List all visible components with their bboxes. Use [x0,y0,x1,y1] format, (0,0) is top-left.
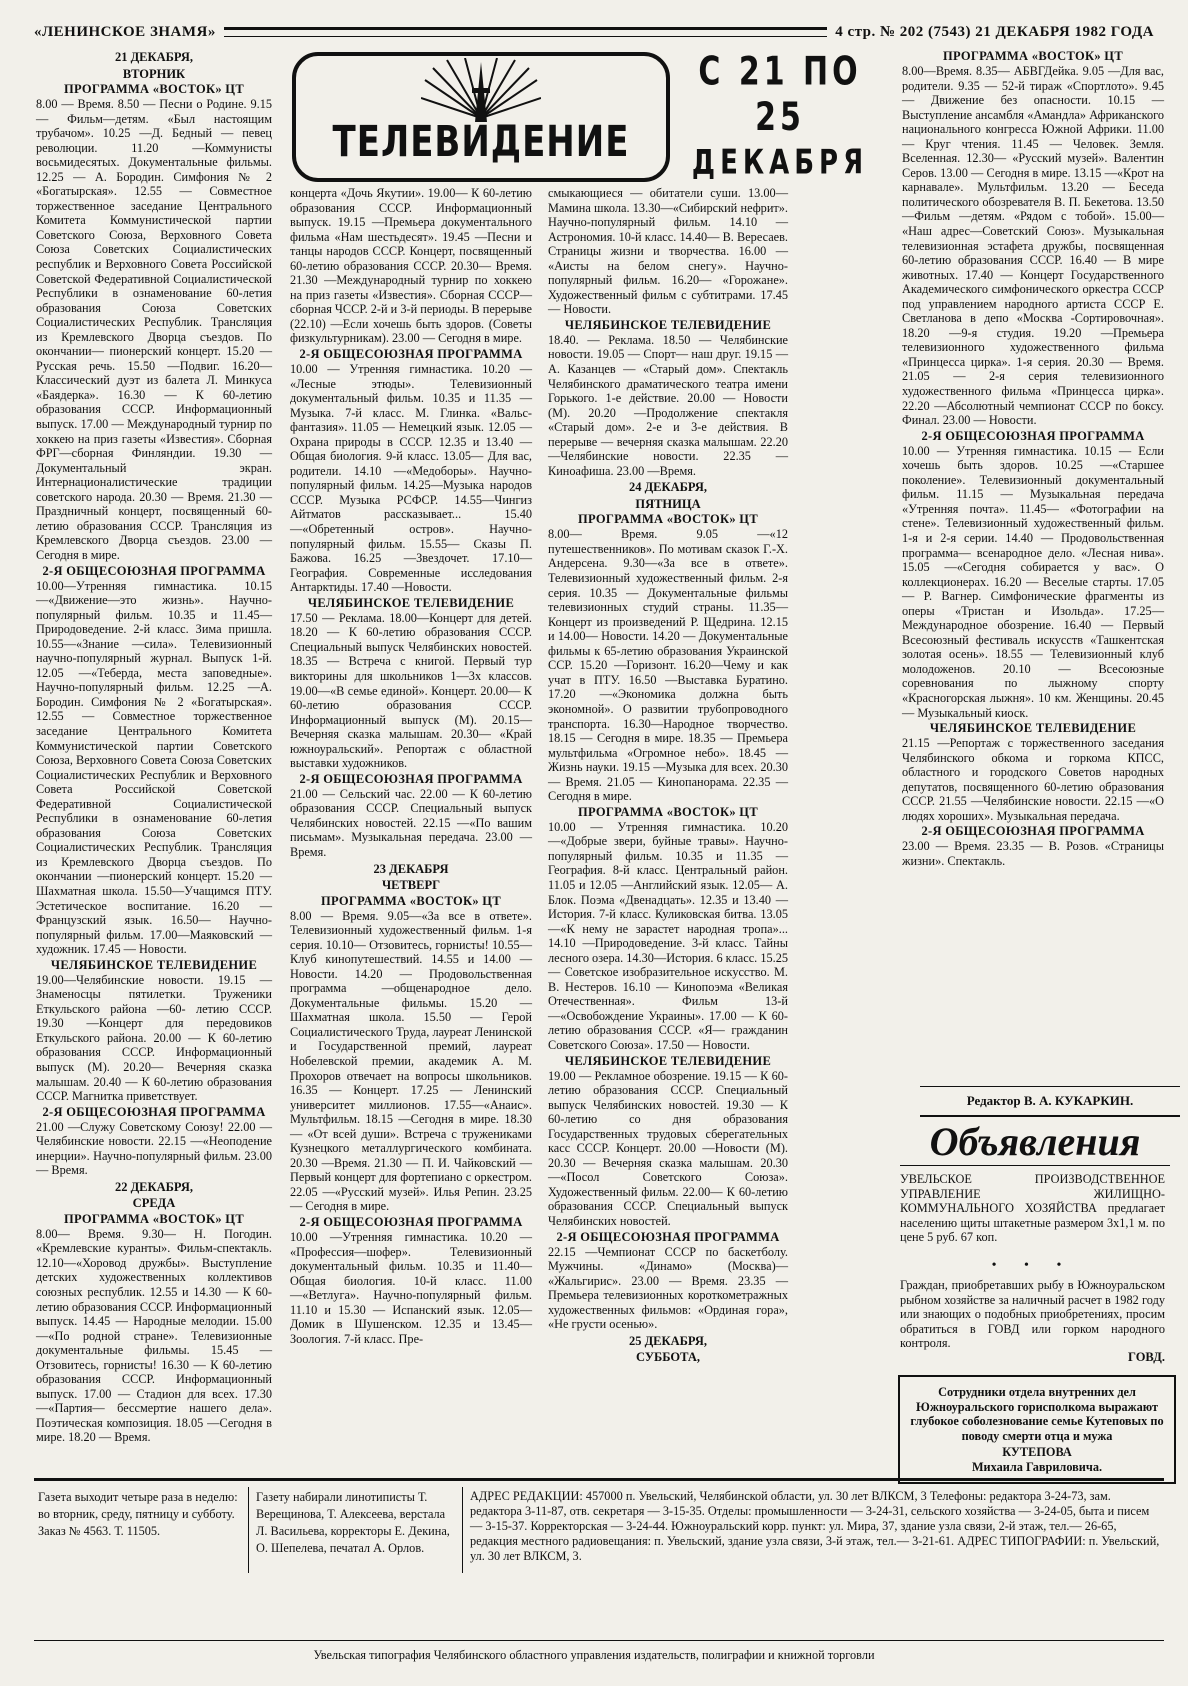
printer-line: Увельская типография Челябинского областного управления издательств, полиграфии и книжной торговли [313,1648,875,1662]
program-heading: ЧЕЛЯБИНСКОЕ ТЕЛЕВИДЕНИЕ [564,317,772,332]
footer-divider [462,1487,463,1573]
program-heading: ПРОГРАММА «ВОСТОК» ЦТ [321,893,501,908]
program-heading: 2-Я ОБЩЕСОЮЗНАЯ ПРОГРАММА [556,1229,780,1244]
header-rule [224,27,827,37]
program-listing: 22.15 —Чемпионат СССР по баскетболу. Мужчины. «Динамо» (Москва)— «Жальгирис». 23.00 — Время. 23.35 — Премьера телевизионных короткометражных художественных фильмов: «Ординая гора», «Не грусти осенью». [548,1244,788,1332]
program-listing: 10.00—Утренняя гимнастика. 10.15 —«Движение—это жизнь». Научно-популярный фильм. 10.35 и 11.45— Природоведение. 2-й класс. Зима пришла. 10.55—«Знание —сила». Телевизионный научно-популярный журнал. Выпуск 1-й. 12.05 —«Теберда, места заповедные». Научно-популярный фильм. 12.25 —А. Бородин. Симфония № 2 «Богатырская». 12.55 — Совместное торжественное заседание Центрального Комитета Коммунистической партии Советского Союза, Верховного Совета Союза Советских Социалистических Республик и Верховного Совета Российской Советской Федеративной Социалистической Республики в ознаменование 60-летия образования Союза Советских Социалистических Республик. Трансляция из Кремлевского Дворца съездов. По окончании —пионерский концерт. 15.20 —Шахматная школа. 15.50—Учащимся ПТУ. Эстетическое воспитание. 16.20 —Французский язык. 16.50— Научно-популярный фильм. 17.00—Маяковский —художник. 17.45 — Новости. [36,578,272,957]
day-name: ВТОРНИК [122,66,186,81]
program-heading: ЧЕЛЯБИНСКОЕ ТЕЛЕВИДЕНИЕ [307,595,515,610]
column-1 [36,48,272,1445]
program-heading: 2-Я ОБЩЕСОЮЗНАЯ ПРОГРАММА [299,1215,523,1229]
program-heading: 2-Я ОБЩЕСОЮЗНАЯ ПРОГРАММА [921,824,1145,839]
footer-schedule: Газета выходит четыре раза в неделю: во вторник, среду, пятницу и субботу. Заказ № 4563. Т. 11505. [38,1490,238,1538]
program-heading: 2-Я ОБЩЕСОЮЗНАЯ ПРОГРАММА [42,563,266,578]
program-heading: 2-Я ОБЩЕСОЮЗНАЯ ПРОГРАММА [299,347,523,362]
condolence-name-1: КУТЕПОВА [1002,1445,1072,1459]
newspaper-name: «ЛЕНИНСКОЕ ЗНАМЯ» [34,23,216,40]
ad-fish-signature: ГОВД. [1128,1350,1165,1364]
program-listing: 18.40. — Реклама. 18.50 — Челябинские новости. 19.05 — Спорт— наш друг. 19.15 —А. Казанцев — «Старый дом». Спектакль Челябинского драматического театра имени Горького. 1-е действие. 20.00 — Новости (М). 20.20 —Продолжение спектакля «Старый дом». 2-е и 3-е действия. В перерыве — вечерняя сказка малышам. 22.20 —Челябинские новости. 22.35 — Киноафиша. 23.00 —Время. [548,332,788,478]
dates-line2: ДЕКАБРЯ [691,143,869,183]
program-heading: 2-Я ОБЩЕСОЮЗНАЯ ПРОГРАММА [42,1104,266,1119]
program-listing: 17.50 — Реклама. 18.00—Концерт для детей. 18.20 — К 60-летию образования СССР. Специальный выпуск Челябинских новостей. 18.35 — Встреча с книгой. Первый тур викторины для школьников 1—3х классов. 19.00—«В семье единой». Концерт. 20.00— К 60-летию образования СССР. Информационный выпуск (М). 20.15—Вечерняя сказка малышам. 20.30— «Край южноуральский». Репортаж с областной выставки художников. [290,610,532,771]
ad-shields: УВЕЛЬСКОЕ ПРОИЗВОДСТВЕННОЕ УПРАВЛЕНИЕ ЖИЛИЩНО-КОММУНАЛЬНОГО ХОЗЯЙСТВА предлагает населению щиты штакетные размером 3х1,1 м. по цене 5 руб. 67 коп. [900,1172,1165,1244]
day-name: ЧЕТВЕРГ [381,878,441,893]
day-name: СРЕДА [132,1196,176,1211]
program-listing: 19.00—Челябинские новости. 19.15 —Знаменосцы пятилетки. Труженики Еткульского района —60- летию СССР. 19.30 —Концерт для передовиков Еткульского района. 20.00 — К 60-летию образования СССР. Информационный выпуск (М). 20.20— Вечерняя сказка малышам. 20.40 — К 60-летию образования СССР. Магнитка приветствует. [36,972,272,1104]
ad-fish: Граждан, приобретавших рыбу в Южноуральском рыбном хозяйстве за наличный расчет в 1982 году или знающих о подобных приобретениях, просим обратиться в ГОВД или горком народного контроля. [900,1278,1165,1350]
program-listing: 10.00 — Утренняя гимнастика. 10.20 —«Добрые звери, буйные травы». Научно-популярный фильм. 10.35 и 11.35 — География. 8-й класс. Центральный район. 11.05 и 12.05 —Английский язык. 12.05— А. Блок. Поэма «Двенадцать». 12.35 и 13.40 —История. 7-й класс. Куликовская битва. 13.05—«К нему не зарастет народная тропа»... 14.10 —Природоведение. 3-й класс. Тайны лесного озера. 14.30—История. 6 класс. 15.25— Советское изобразительное искусство. М. В. Нестеров. 16.10 — Кинопоэма «Великая Отечественная». Фильм 13-й —«Освобождение Украины». 17.00 — К 60-летию образования СССР. «Я— гражданин Советского Союза». 17.50 — Новости. [548,819,788,1052]
day-heading: 24 ДЕКАБРЯ, [628,480,708,495]
program-listing: 8.00— Время. 9.05 —«12 путешественников». По мотивам сказок Г.-Х. Андерсена. 9.30—«За все в ответе». Телевизионный художественный фильм. 2-я серия. 10.35 — Документальные фильмы телевизионных студий страны. 11.35— Концерт из произведений Р. Щедрина. 12.15 и 14.00— Новости. 14.20 — Документальные фильмы к 65-летию образования Украинской ССР. 15.20 —Горизонт. 16.20—Чему и как учат в ПТУ. 16.50 —Выставка Буратино. 17.20 —«Экономика должна быть экономной». О развитии трубопроводного транспорта. 16.30—Народное творчество. 18.15 — Сегодня в мире. 18.35 — Премьера мультфильма «Огромное небо». 18.45 — Жизнь науки. 19.15 —Музыка для всех. 20.30— Время. 21.05 — Кинопанорама. 22.35 — Сегодня в мире. [548,527,788,804]
program-listing: 19.00 — Рекламное обозрение. 19.15 — К 60-летию образования СССР. Специальный выпуск Челябинских новостей. 19.30 — К 60-летию со дня образования Государственных трудовых сберегательных касс СССР. Концерт. 20.00 —Новости (М). 20.30 — Вечерняя сказка малышам. 20.30 —«Посол Советского Союза». Художественный фильм. 22.00— К 60-летию образования СССР. Специальный выпуск Челябинских новостей. [548,1068,788,1228]
tv-banner [292,52,670,182]
program-heading: ПРОГРАММА «ВОСТОК» ЦТ [64,1211,244,1226]
issue-info: 4 стр. № 202 (7543) 21 ДЕКАБРЯ 1982 ГОДА [835,23,1154,40]
banner-title: ТЕЛЕВИДЕНИЕ [332,117,630,167]
day-name: СУББОТА, [635,1350,701,1365]
program-heading: 2-Я ОБЩЕСОЮЗНАЯ ПРОГРАММА [299,771,523,786]
editor-line: Редактор В. А. КУКАРКИН. [920,1086,1180,1117]
program-listing: 8.00 — Время. 9.05—«За все в ответе». Телевизионный художественный фильм. 1-я серия. 10.10— Отзовитесь, горнисты! 10.55—Клуб кинопутешествий. 14.55 и 14.00 — Новости. 14.20 — Продовольственная программа —общенародное дело. Документальные фильмы. 15.20 — Шахматная школа. 15.50 — Герой Социалистического Труда, лауреат Ленинской и Государственной премий, лауреат Нобелевской премии, академик А. М. Прохоров отвечает на вопросы школьников. 16.35 — Концерт. 17.25 — Ленинский университет миллионов. 17.55—«Анаис». Мультфильм. 18.15 —Сегодня в мире. 18.30— «От всей души». Встреча с тружениками Кузнецкого металлургического комбината. 20.30 —Время. 21.30 — П. И. Чайковский —Первый концерт для фортепиано с оркестром. 22.05 —«Русский музей». Илья Репин. 23.25 — Сегодня в мире. [290,908,532,1214]
program-heading: ПРОГРАММА «ВОСТОК» ЦТ [64,82,244,96]
page-header [34,22,1154,42]
program-listing: концерта «Дочь Якутии». 19.00— К 60-летию образования СССР. Информационный выпуск. 19.15 —Премьера документального фильма «Нам шестьдесят». 19.45 —Песни и танцы народов СССР. Концерт, посвященный 60-летию образования СССР. 20.30— Время. 21.30 —Международный турнир по хоккею на приз газеты «Известия». Сборная СССР— сборная ЧССР. 2-й и 3-й периоды. В перерыве (22.10) —Если хочешь быть здоров. (Советы физкультурникам). 23.00 — Сегодня в мире. [290,186,532,346]
condolence-box [898,1375,1176,1484]
ads-title: Объявления [929,1119,1141,1164]
bottom-rule [34,1640,1164,1641]
program-heading: ПРОГРАММА «ВОСТОК» ЦТ [943,49,1123,63]
program-listing: 10.00 — Утренняя гимнастика. 10.15 — Если хочешь быть здоров. 10.25 —«Старшее поколение». Телевизионный документальный фильм. 11.15 — Музыкальная передача «Утренняя почта». 11.45— «Фотографии на стене». Телевизионный художественный фильм. 1-я и 2-я серии. 14.40 — Продовольственная программа— всенародное дело. «Лесная нива». 15.05 —«Сегодня собирается у вас». О коллекционерах. 16.20 — Веселые старты. 17.05— Р. Вагнер. Симфонические фрагменты из оперы «Тристан и Изольда». 17.25— Международное обозрение. 16.40 — Первый Всесоюзный фестиваль искусств «Ташкентская золотая осень». 18.55 — Телевизионный клуб молодоженов. 20.10 — Всесоюзные соревнования по лыжному спорту «Красногорская лыжня». 10 км. Женщины. 20.45 — Музыкальный киоск. [902,443,1164,720]
program-listing: смыкающиеся — обитатели суши. 13.00—Мамина школа. 13.30—«Сибирский нефрит». Научно-популярный фильм. 14.10 —Астрономия. 10-й класс. 14.40— В. Вересаев. Страницы жизни и творчества. 16.00 — «Аисты на белом снегу». Научно-популярный фильм. 16.20— «Горожане». Художественный фильм с субтитрами. 17.45 — Новости. [548,186,788,317]
day-heading: 21 ДЕКАБРЯ, [114,50,194,64]
program-heading: ЧЕЛЯБИНСКОЕ ТЕЛЕВИДЕНИЕ [564,1053,772,1068]
footer-address: АДРЕС РЕДАКЦИИ: 457000 п. Увельский, Челябинской области, ул. 30 лет ВЛКСМ, 3 Телефоны: редактора 3-24-73, зам. редактора 3-11-87, отв. секретаря — 3-15-35. Отделы: промышленности — 3-24-31, сельского хозяйства — 3-24-05, быта и писем — 3-15-37. Корректорская — 3-24-44. Южноуральский корр. пункт: ул. Мира, 37, здание узла связи, 2-й этаж, тел.— 26-65, редакция местного радиовещания: п. Увельский, здание узла связи, 3-й этаж, тел.— 3-21-61. АДРЕС ТИПОГРАФИИ: п. Увельский, ул. 30 лет ВЛКСМ, 3. [470,1489,1160,1563]
program-listing: 21.15 —Репортаж с торжественного заседания Челябинского обкома и горкома КПСС, областного и городского Советов народных депутатов, посвященного 60-летию образования СССР. 21.55 —Челябинские новости. 22.15 —«О людях хороших». Музыкальная передача. [902,736,1164,823]
program-listing: 10.00 —Утренняя гимнастика. 10.20 — «Профессия—шофер». Телевизионный документальный фильм. 10.35 и 11.40— Общая биология. 10-й класс. 11.00—«Ветлуга». Научно-популярный фильм. 11.10 и 15.30 — Испанский язык. 12.05—Домик в Шушенском. 12.35 и 13.45—Зоология. 7-й класс. Пре- [290,1230,532,1346]
program-listing: 8.00— Время. 9.30— Н. Погодин. «Кремлевские куранты». Фильм-спектакль. 12.10—«Хоровод дружбы». Выступление детских художественных коллективов союзных республик. 12.55 и 14.30 — К 60-летию образования СССР. Информационный выпуск. 14.45 — Народные мелодии. 15.00 —«По родной стране». Телевизионные документальные фильмы. 15.45 —Отзовитесь, горнисты! 16.30 — К 60-летию образования СССР. Информационный выпуск. 17.00 — Стадион для всех. 17.30—«Партия— бессмертие нашего дела». Поэтическая композиция. 18.05 —Сегодня в мире. 18.20 — Время. [36,1226,272,1445]
footer-divider [248,1487,249,1573]
condolence-text: Сотрудники отдела внутренних дел Южноуральского горисполкома выражают глубокое соболезнование семье Кутеповых по поводу смерти отца и мужа [910,1385,1164,1443]
program-listing: 8.00 — Время. 8.50 — Песни о Родине. 9.15 — Фильм—детям. «Был настоящим трубачом». 10.25 —Д. Бедный — певец революции. 11.20 —Коммунисты восьмидесятых. Документальные фильмы. 12.25 — А. Бородин. Симфония № 2 «Богатырская». 12.55 — Совместное торжественное заседание Центрального Комитета Коммунистической партии Советского Союза, Верховного Совета Союза Советских Социалистических республик и Верховного Совета Российской Советской Федеративной Социалистической Республики в ознаменование 60-летия образования Союза Советских Социалистических Республик. Трансляция из Кремлевского Дворца съездов. По окончании— пионерский концерт. 15.20 —Русская речь. 15.50 —Подвиг. 16.20— Классический дуэт из балета Л. Минкуса «Баядерка». 16.30 — К 60-летию образования СССР. Информационный выпуск. 17.00 — Международный турнир по хоккею на приз газеты «Известия». Сборная ФРГ—сборная Финляндии. 19.30 —Документальный экран. Интернационалистические традиции советского народа. 20.30 — Время. 21.30 —Праздничный концерт, посвященный 60-летию образования СССР. Трансляция из Кремлевского Дворца съездов. 23.00 — Сегодня в мире. [36,97,272,562]
dates-line1: С 21 ПО 25 [698,49,862,141]
program-heading: ЧЕЛЯБИНСКОЕ ТЕЛЕВИДЕНИЕ [50,957,258,972]
program-listing: 21.00 — Сельский час. 22.00 — К 60-летию образования СССР. Специальный выпуск Челябинских новостей. 22.15 —«По вашим письмам». Музыкальная передача. 23.00 —Время. [290,786,532,859]
column-2 [290,186,532,1346]
footer-staff: Газету набирали линотиписты Т. Верещинова, Т. Алексеева, верстала Л. Васильева, корректоры Е. Декина, О. Шепелева, печатал А. Орлов. [256,1490,450,1555]
day-heading: 22 ДЕКАБРЯ, [114,1179,194,1194]
program-heading: ЧЕЛЯБИНСКОЕ ТЕЛЕВИДЕНИЕ [929,721,1137,736]
ad-separator: • • • [991,1258,1074,1273]
day-name: ПЯТНИЦА [635,496,701,511]
day-heading: 23 ДЕКАБРЯ [373,861,449,876]
banner-dates [690,49,870,183]
program-listing: 10.00 — Утренняя гимнастика. 10.20 — «Лесные этюды». Телевизионный документальный фильм. 10.35 и 11.35 — Музыка. 7-й класс. М. Глинка. «Вальс-фантазия». 11.05 — Немецкий язык. 12.05 —Охрана природы в СССР. 12.35 и 13.40 — Общая биология. 9-й класс. 13.05— Для вас, родители. 14.10 —«Медоборы». Научно-популярный фильм. 14.25—Музыка народов СССР. Музыка РСФСР. 14.55—Чингиз Айтматов рассказывает... 15.40—«Обретенный остров». Научно-популярный фильм. 15.55— Сказы П. Бажова. 16.25 —Звездочет. 17.10— География. Современные исследования Антарктиды. 17.40 —Новости. [290,362,532,595]
program-listing: 23.00 — Время. 23.35 — В. Розов. «Страницы жизни». Спектакль. [902,839,1164,868]
day-heading: 25 ДЕКАБРЯ, [628,1333,708,1348]
column-4 [902,48,1164,868]
column-3 [548,186,788,1365]
program-heading: ПРОГРАММА «ВОСТОК» ЦТ [578,512,758,527]
program-listing: 8.00—Время. 8.35— АБВГДейка. 9.05 —Для вас, родители. 9.35 — 52-й тираж «Спортлото». 9.45 — Движение без опасности. 10.15 — Выступление ансамбля «Амандла» Африканского национального конгресса Южной Африки. 11.00 — Круг чтения. 11.45 — Человек. Земля. Вселенная. 12.30— «Русский музей». Валентин Серов. 13.00 — Сегодня в мире. 13.15 —«Крот на карнавале». Мультфильм. 13.20 — Беседа политического обозревателя В. П. Бекетова. 13.50—Фильм —детям. «Рядом с тобой». 15.00— «Наш адрес—Советский Союз». Музыкальная телевизионная эстафета дружбы, посвященная 60-летию образования СССР. 16.40 — В мире животных. 17.40 — Концерт Государственного Академического симфонического оркестра СССР под управлением народного артиста СССР Е. Светланова в депо «Москва -Сортировочная». 18.20 —9-я студия. 19.20 —Премьера телевизионного художественного фильма «Принцесса цирка». 1-я серия. 20.30 — Время. 21.05 — 2-я серия телевизионного художественного фильма «Принцесса цирка». 22.20 —Абсолютный чемпионат СССР по боксу. Финал. 23.00 — Новости. [902,64,1164,428]
ads-rule [900,1165,1170,1166]
program-heading: 2-Я ОБЩЕСОЮЗНАЯ ПРОГРАММА [921,428,1145,443]
tv-tower-icon [421,58,541,122]
program-heading: ПРОГРАММА «ВОСТОК» ЦТ [578,804,758,819]
program-listing: 21.00 —Служу Советскому Союзу! 22.00 —Челябинские новости. 22.15 —«Неоподение инерции». Научно-популярный фильм. 23.00 — Время. [36,1119,272,1178]
condolence-name-2: Михаила Гавриловича. [971,1459,1103,1474]
page-footer [34,1478,1164,1573]
